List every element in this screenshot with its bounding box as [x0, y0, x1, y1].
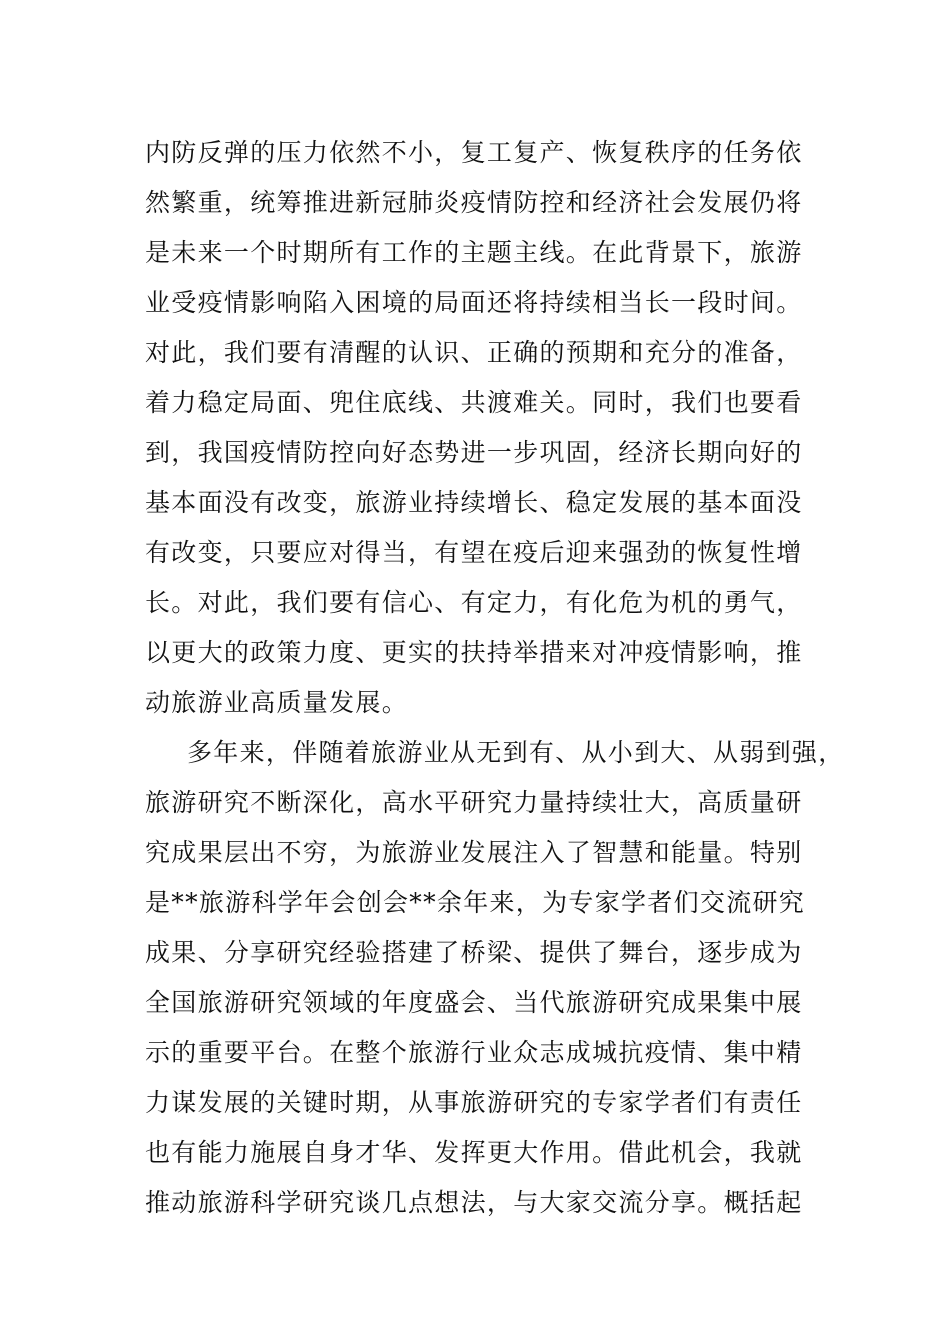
text-line: 推动旅游科学研究谈几点想法，与大家交流分享。概括起 — [145, 1188, 803, 1217]
text-line: 内防反弹的压力依然不小，复工复产、恢复秩序的任务依 — [145, 138, 803, 167]
text-line: 长。对此，我们要有信心、有定力，有化危为机的勇气， — [145, 588, 803, 617]
text-line: 以更大的政策力度、更实的扶持举措来对冲疫情影响，推 — [145, 638, 803, 667]
text-line: 基本面没有改变，旅游业持续增长、稳定发展的基本面没 — [145, 488, 803, 517]
text-line: 对此，我们要有清醒的认识、正确的预期和充分的准备， — [145, 338, 803, 367]
text-line: 动旅游业高质量发展。 — [145, 688, 409, 717]
text-line: 究成果层出不穷，为旅游业发展注入了智慧和能量。特别 — [145, 838, 803, 867]
text-line: 是未来一个时期所有工作的主题主线。在此背景下，旅游 — [145, 238, 803, 267]
text-line: 全国旅游研究领域的年度盛会、当代旅游研究成果集中展 — [145, 988, 803, 1017]
text-line: 到，我国疫情防控向好态势进一步巩固，经济长期向好的 — [145, 438, 803, 467]
text-line: 示的重要平台。在整个旅游行业众志成城抗疫情、集中精 — [145, 1038, 803, 1067]
text-line: 然繁重，统筹推进新冠肺炎疫情防控和经济社会发展仍将 — [145, 188, 803, 217]
paragraph-2 — [145, 728, 845, 1228]
text-line: 业受疫情影响陷入困境的局面还将持续相当长一段时间。 — [145, 288, 803, 317]
text-line-indented: 多年来，伴随着旅游业从无到有、从小到大、从弱到强， — [187, 738, 845, 767]
text-line: 是**旅游科学年会创会**余年来，为专家学者们交流研究 — [145, 888, 806, 917]
body-text — [145, 128, 845, 1228]
text-line: 着力稳定局面、兜住底线、共渡难关。同时，我们也要看 — [145, 388, 803, 417]
text-line: 也有能力施展自身才华、发挥更大作用。借此机会，我就 — [145, 1138, 803, 1167]
text-line: 力谋发展的关键时期，从事旅游研究的专家学者们有责任 — [145, 1088, 803, 1117]
text-line: 有改变，只要应对得当，有望在疫后迎来强劲的恢复性增 — [145, 538, 803, 567]
text-line: 成果、分享研究经验搭建了桥梁、提供了舞台，逐步成为 — [145, 938, 803, 967]
text-line: 旅游研究不断深化，高水平研究力量持续壮大，高质量研 — [145, 788, 803, 817]
paragraph-1 — [145, 128, 845, 728]
